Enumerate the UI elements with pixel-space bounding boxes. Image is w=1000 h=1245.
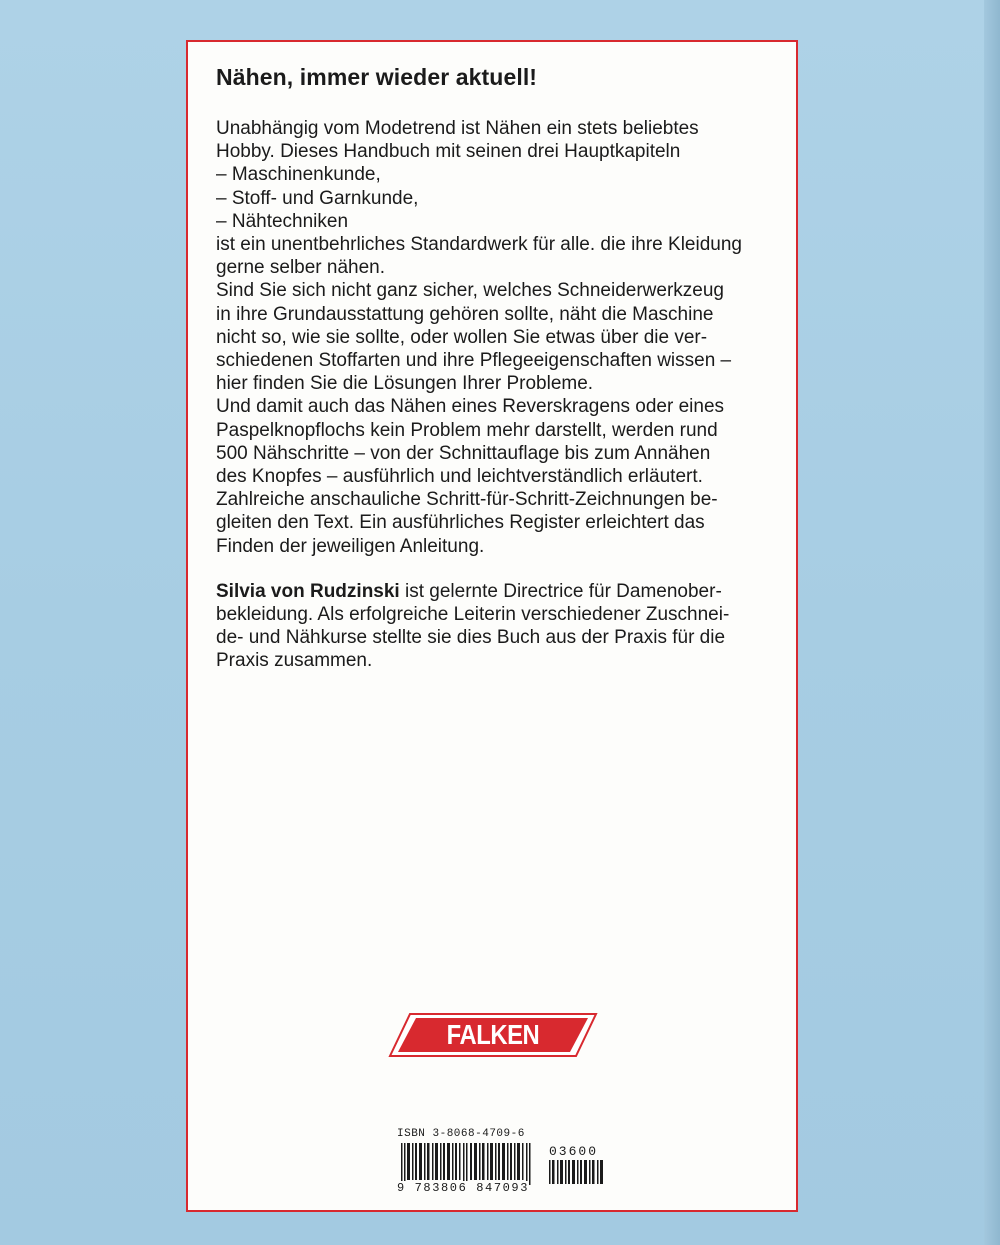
text-line: Paspelknopflochs kein Problem mehr darstellt, werden rund	[216, 419, 718, 441]
text-line: Finden der jeweiligen Anleitung.	[216, 535, 485, 557]
falken-logo	[388, 1012, 598, 1058]
back-cover-title: Nähen, immer wieder aktuell!	[216, 64, 538, 90]
author-bio-text: ist gelernte Directrice für Damenober-	[399, 580, 722, 602]
text-line: in ihre Grundausstattung gehören sollte, näht die Maschine	[216, 303, 714, 325]
text-line: 500 Nähschritte – von der Schnittauflage bis zum Annähen	[216, 442, 711, 464]
author-bio-line: Praxis zusammen.	[216, 650, 373, 672]
text-panel	[186, 40, 798, 1212]
text-line: des Knopfes – ausführlich und leichtverständlich erläutert.	[216, 466, 703, 488]
panel-content	[216, 64, 776, 673]
isbn-text: ISBN 3-8068-4709-6	[397, 1128, 525, 1140]
text-line: schiedenen Stoffarten und ihre Pflegeeigenschaften wissen –	[216, 350, 732, 372]
intro-text	[216, 117, 776, 558]
ean-digits-text: 9 783806 847093	[397, 1181, 530, 1195]
logo-text: FALKEN	[446, 1019, 540, 1050]
chapter-list-item: – Maschinenkunde,	[216, 164, 381, 186]
text-line: Und damit auch das Nähen eines Reverskragens oder eines	[216, 396, 725, 418]
cover-edge	[984, 0, 1000, 1245]
price-code-text: 03600	[549, 1144, 599, 1159]
text-line: Hobby. Dieses Handbuch mit seinen drei Hauptkapiteln	[216, 141, 681, 163]
addon-barcode	[547, 1160, 607, 1184]
author-bio	[216, 580, 776, 673]
text-line: gleiten den Text. Ein ausführliches Register erleichtert das	[216, 512, 705, 534]
text-line: ist ein unentbehrliches Standardwerk für alle. die ihre Kleidung	[216, 234, 742, 256]
ean-barcode	[397, 1143, 545, 1185]
text-line: nicht so, wie sie sollte, oder wollen Sie etwas über die ver-	[216, 326, 708, 348]
text-line: Zahlreiche anschauliche Schritt-für-Schritt-Zeichnungen be-	[216, 489, 718, 511]
author-bio-line	[216, 580, 776, 603]
text-line: Unabhängig vom Modetrend ist Nähen ein stets beliebtes	[216, 118, 699, 139]
author-name: Silvia von Rudzinski	[216, 580, 400, 602]
text-line: gerne selber nähen.	[216, 257, 386, 279]
chapter-list-item: – Nähtechniken	[216, 210, 349, 232]
text-line: Sind Sie sich nicht ganz sicher, welches Schneiderwerkzeug	[216, 280, 724, 302]
author-bio-line: bekleidung. Als erfolgreiche Leiterin verschiedener Zuschnei-	[216, 604, 730, 626]
text-line: hier finden Sie die Lösungen Ihrer Probleme.	[216, 373, 594, 395]
barcode-area	[397, 1128, 677, 1193]
chapter-list-item: – Stoff- und Garnkunde,	[216, 187, 419, 209]
author-bio-line: de- und Nähkurse stellte sie dies Buch aus der Praxis für die	[216, 627, 726, 649]
